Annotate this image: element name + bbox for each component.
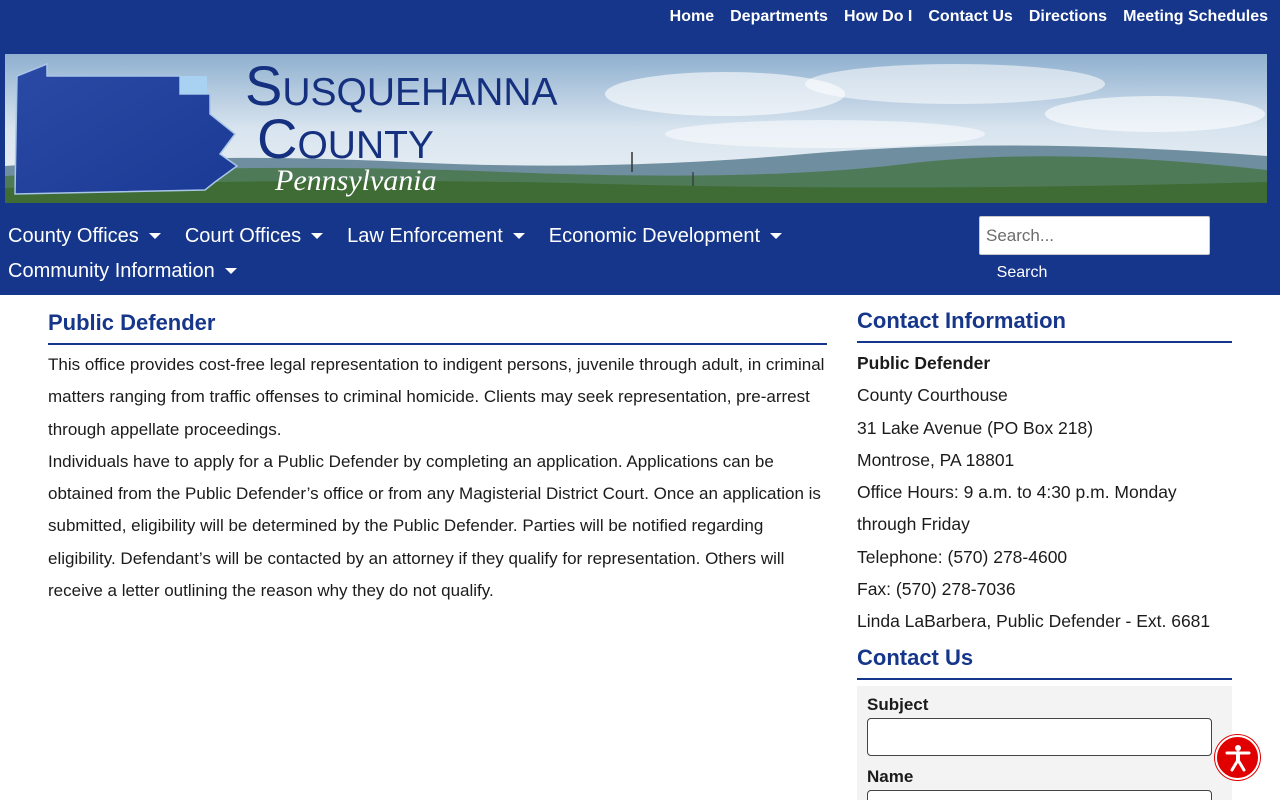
contact-us-heading: Contact Us: [857, 644, 1232, 680]
caret-down-icon: [149, 233, 161, 239]
banner-image[interactable]: [5, 54, 1267, 203]
accessibility-button[interactable]: [1215, 735, 1260, 780]
accessibility-icon: [1223, 743, 1253, 773]
title-line-1: Susquehanna: [245, 54, 558, 117]
county-title: [245, 54, 558, 198]
nav-community-information[interactable]: [8, 258, 237, 293]
office-name: Public Defender: [857, 353, 991, 373]
top-bar: [0, 0, 1280, 54]
fax: Fax: (570) 278-7036: [857, 579, 1016, 600]
staff-contact: Linda LaBarbera, Public Defender - Ext. 6681: [857, 611, 1211, 632]
sidebar: [857, 307, 1232, 800]
page-title: Public Defender: [48, 309, 827, 345]
nav-label: County Offices: [8, 225, 139, 247]
caret-down-icon: [225, 268, 237, 274]
nav-law-enforcement[interactable]: [347, 223, 525, 258]
search-input[interactable]: [979, 216, 1210, 255]
title-line-2: County: [257, 107, 434, 170]
nav-label: Community Information: [8, 260, 215, 282]
contact-info-heading: Contact Information: [857, 307, 1232, 343]
topnav-meeting-schedules[interactable]: Meeting Schedules: [1123, 8, 1268, 25]
nav-label: Court Offices: [184, 225, 302, 247]
header-banner: [0, 54, 1280, 203]
subject-label: Subject: [867, 694, 929, 714]
intro-paragraph: This office provides cost-free legal representation to indigent persons, juvenile through adult, in criminal matters ranging from traffic offenses to criminal homicide. Clients may seek representation, pre-arrest through appellate proceedings.: [48, 355, 825, 439]
application-paragraph: Individuals have to apply for a Public Defender by completing an application. Applications can be obtained from the Public Defender’s office or from any Magisterial District Court. Once an application is submitted, eligibility will be determined by the Public Defender. Parties will be notified regarding eligibility. Defendant’s will be contacted by an attorney if they qualify for representation. Others will receive a letter outlining the reason why they do not qualify.: [48, 451, 821, 601]
main-nav-items: [8, 223, 968, 293]
address-building: County Courthouse: [857, 385, 1008, 406]
subject-field[interactable]: [867, 718, 1212, 756]
nav-court-offices[interactable]: [185, 223, 323, 258]
title-state: Pennsylvania: [275, 164, 437, 197]
caret-down-icon: [770, 233, 782, 239]
contact-form: [857, 686, 1232, 800]
nav-label: Law Enforcement: [347, 225, 503, 247]
name-field[interactable]: [867, 790, 1212, 800]
topnav-how-do-i[interactable]: How Do I: [843, 8, 913, 25]
topnav-directions[interactable]: Directions: [1028, 8, 1108, 25]
address-city: Montrose, PA 18801: [857, 449, 1015, 470]
nav-county-offices[interactable]: [8, 223, 161, 258]
caret-down-icon: [513, 233, 525, 239]
office-hours: Office Hours: 9 a.m. to 4:30 p.m. Monday through Friday: [857, 482, 1177, 535]
nav-economic-development[interactable]: [549, 223, 782, 258]
name-label: Name: [867, 766, 914, 786]
telephone: Telephone: (570) 278-4600: [857, 546, 1068, 567]
address-street: 31 Lake Avenue (PO Box 218): [857, 417, 1094, 438]
caret-down-icon: [311, 233, 323, 239]
main-content: [48, 309, 827, 607]
topnav-home[interactable]: Home: [669, 8, 715, 25]
topnav-contact-us[interactable]: Contact Us: [928, 8, 1013, 25]
search-button[interactable]: Search: [986, 264, 1058, 282]
landscape-illustration: [5, 54, 1267, 203]
main-navigation: [0, 203, 1280, 295]
top-navigation: [654, 7, 1268, 27]
topnav-departments[interactable]: Departments: [730, 8, 828, 25]
nav-label: Economic Development: [548, 225, 761, 247]
contact-info: [857, 347, 1232, 638]
